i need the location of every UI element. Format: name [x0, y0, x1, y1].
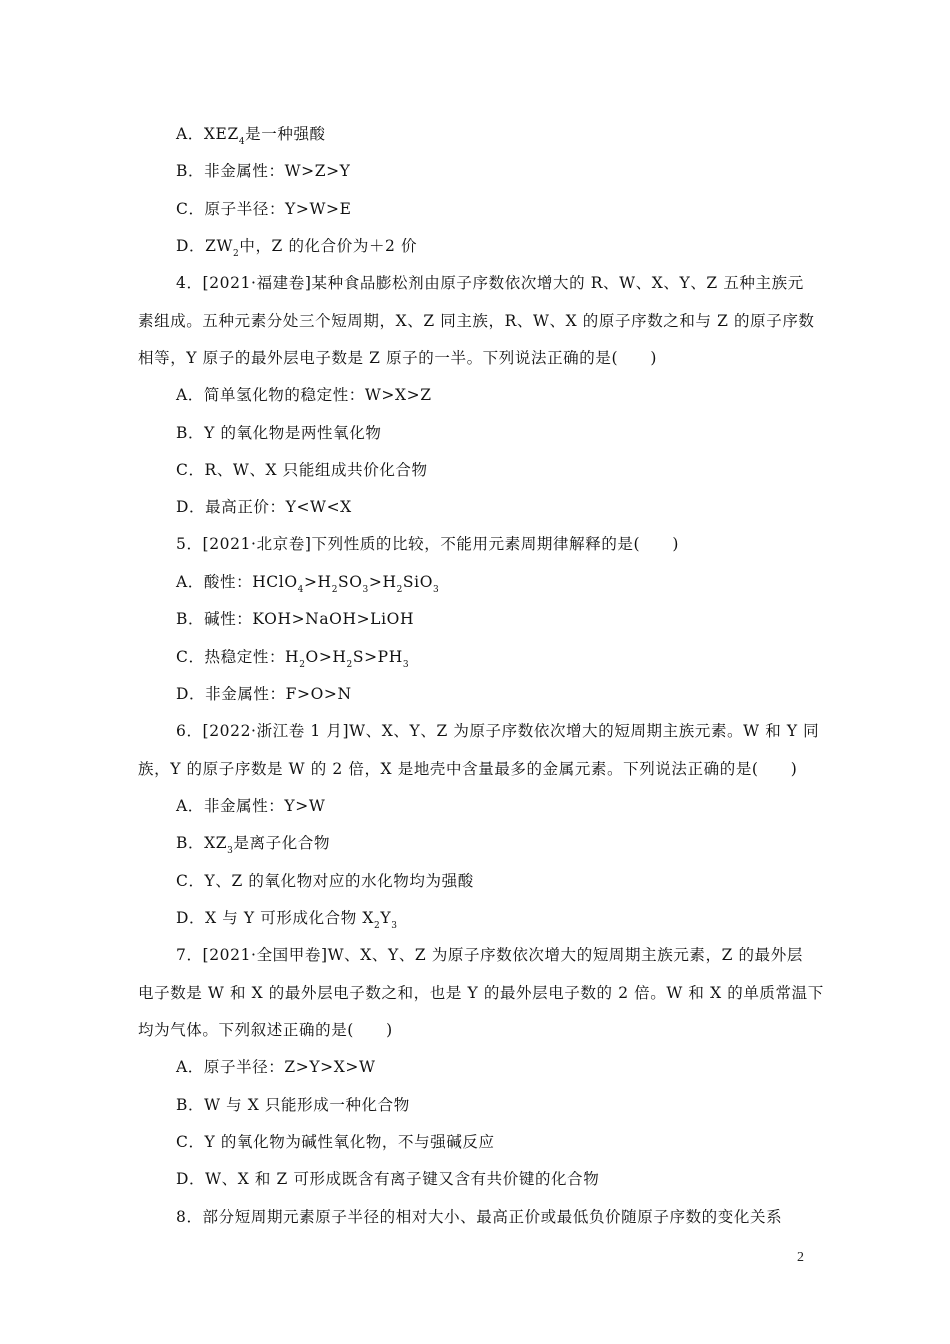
q5-option-b: B．碱性：KOH>NaOH>LiOH	[176, 610, 415, 628]
q4-option-d: D．最高正价：Y<W<X	[176, 498, 352, 516]
q6-option-d: D．X 与 Y 可形成化合物 $X_2Y_3$	[176, 909, 398, 931]
q7-option-c: C．Y 的氧化物为碱性氧化物，不与强碱反应	[176, 1133, 495, 1151]
q4-stem-line-3: 相等，Y 原子的最外层电子数是 Z 原子的一半。下列说法正确的是( )	[138, 349, 657, 367]
q3-option-c: C．原子半径：Y>W>E	[176, 200, 352, 218]
q6-option-c: C．Y、Z 的氧化物对应的水化物均为强酸	[176, 872, 474, 890]
q7-option-b: B．W 与 X 只能形成一种化合物	[176, 1096, 410, 1114]
q3-option-a: A．$XEZ_4$是一种强酸	[176, 125, 326, 147]
q7-stem-line-1: 7．[2021·全国甲卷]W、X、Y、Z 为原子序数依次增大的短周期主族元素，Z 的最外层	[176, 946, 803, 964]
q7-stem-line-3: 均为气体。下列叙述正确的是( )	[138, 1021, 393, 1039]
q5-option-d: D．非金属性：F>O>N	[176, 685, 352, 703]
q4-option-c: C．R、W、X 只能组成共价化合物	[176, 461, 428, 479]
q4-stem-line-2: 素组成。五种元素分处三个短周期，X、Z 同主族，R、W、X 的原子序数之和与 Z 的原子序数	[138, 312, 815, 330]
q3-option-b: B．非金属性：W>Z>Y	[176, 162, 351, 180]
q7-stem-line-2: 电子数是 W 和 X 的最外层电子数之和，也是 Y 的最外层电子数的 2 倍。W 和 X 的单质常温下	[138, 984, 824, 1002]
q5-option-a: A．酸性：$HClO_4>H_2SO_3>H_2SiO_3$	[176, 573, 440, 595]
q8-stem-line-1: 8．部分短周期元素原子半径的相对大小、最高正价或最低负价随原子序数的变化关系	[176, 1208, 783, 1226]
q5-option-c: C．热稳定性：$H_2O>H_2S>PH_3$	[176, 648, 410, 670]
q7-option-a: A．原子半径：Z>Y>X>W	[176, 1058, 376, 1076]
q6-option-b: B．$XZ_3$是离子化合物	[176, 834, 331, 856]
q4-stem-line-1: 4．[2021·福建卷]某种食品膨松剂由原子序数依次增大的 R、W、X、Y、Z 五种主族元	[176, 274, 804, 292]
q5-stem-line-1: 5．[2021·北京卷]下列性质的比较，不能用元素周期律解释的是( )	[176, 535, 680, 553]
q6-option-a: A．非金属性：Y>W	[176, 797, 326, 815]
page-number: 2	[797, 1250, 804, 1265]
q4-option-a: A．简单氢化物的稳定性：W>X>Z	[176, 386, 432, 404]
q4-option-b: B．Y 的氧化物是两性氧化物	[176, 424, 382, 442]
q7-option-d: D．W、X 和 Z 可形成既含有离子键又含有共价键的化合物	[176, 1170, 600, 1188]
q6-stem-line-1: 6．[2022·浙江卷 1 月]W、X、Y、Z 为原子序数依次增大的短周期主族元素。W 和 Y 同	[176, 722, 820, 740]
q6-stem-line-2: 族，Y 的原子序数是 W 的 2 倍，X 是地壳中含量最多的金属元素。下列说法正确的是( )	[138, 760, 798, 778]
q3-option-d: D．$ZW_2$中，Z 的化合价为＋2 价	[176, 237, 418, 259]
